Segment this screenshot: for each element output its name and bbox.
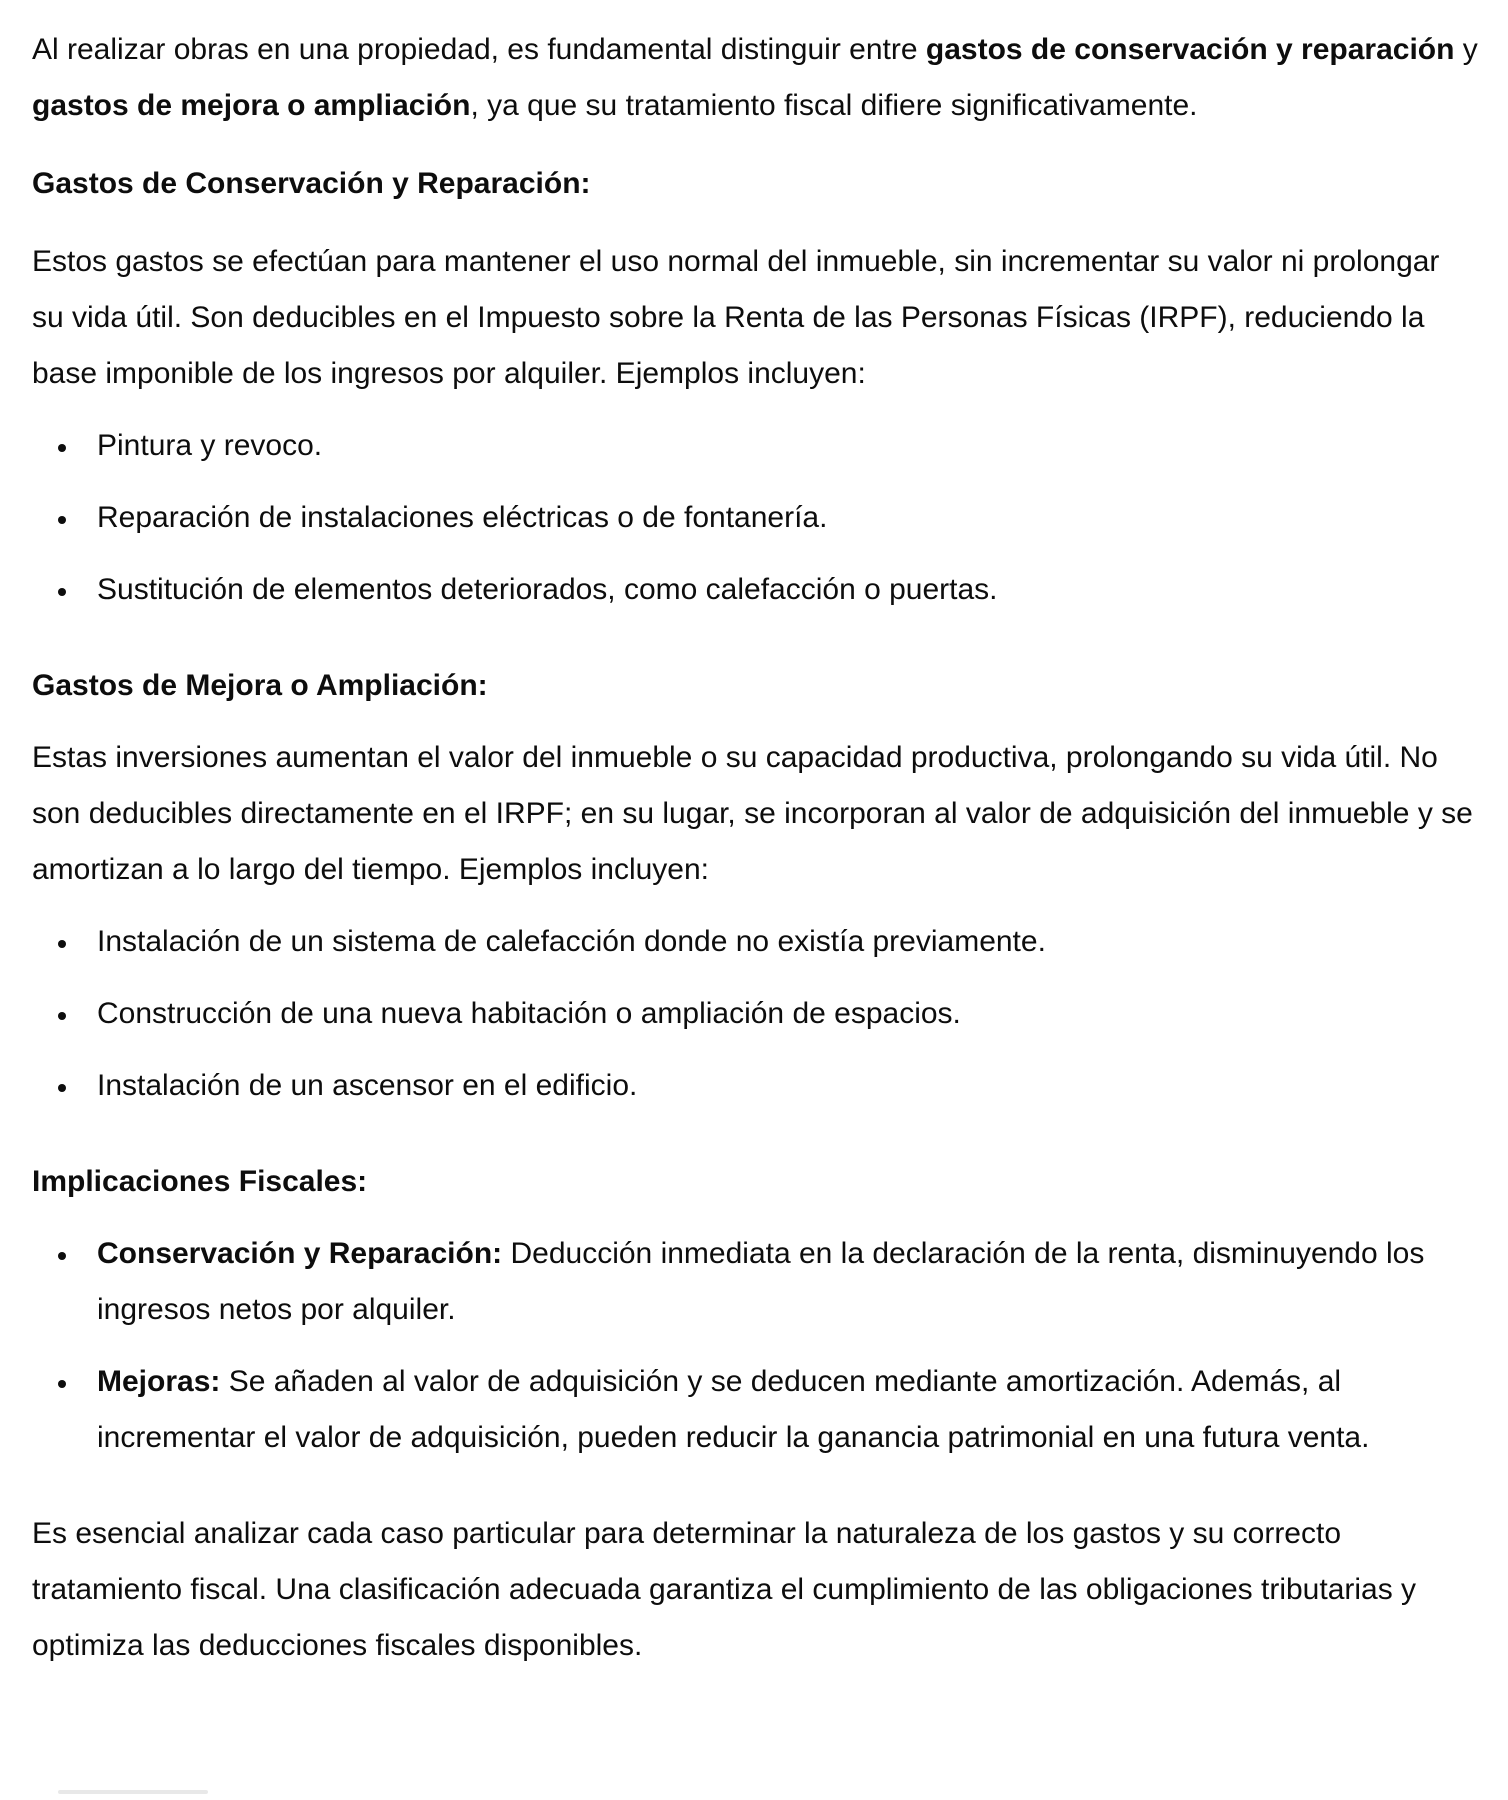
improvement-examples-list: [32, 914, 1478, 1114]
conclusion-paragraph: Es esencial analizar cada caso particular para determinar la naturaleza de los gastos y su correcto tratamiento fiscal. Una clasificación adecuada garantiza el cumplimiento de las obligaciones tributarias y optimiza las deducciones fiscales disponibles.: [32, 1517, 1417, 1662]
list-item: Pintura y revoco.: [32, 418, 1478, 474]
intro-bold-improvement: gastos de mejora o ampliación: [32, 89, 471, 122]
improvement-heading: Gastos de Mejora o Ampliación:: [32, 669, 488, 702]
list-item: Sustitución de elementos deteriorados, como calefacción o puertas.: [32, 562, 1478, 618]
bottom-divider: [58, 1790, 208, 1794]
list-item: [32, 1354, 1478, 1466]
list-item: Instalación de un ascensor en el edificio.: [32, 1058, 1478, 1114]
conservation-examples-list: [32, 418, 1478, 618]
conservation-heading: Gastos de Conservación y Reparación:: [32, 167, 591, 200]
intro-text-3: , ya que su tratamiento fiscal difiere significativamente.: [470, 89, 1198, 122]
list-item: Construcción de una nueva habitación o ampliación de espacios.: [32, 986, 1478, 1042]
fiscal-item-label: Mejoras:: [97, 1365, 221, 1398]
intro-text-1: Al realizar obras en una propiedad, es fundamental distinguir entre: [32, 33, 926, 66]
fiscal-implications-list: [32, 1226, 1478, 1466]
conservation-paragraph: Estos gastos se efectúan para mantener el uso normal del inmueble, sin incrementar su valor ni prolongar su vida útil. Son deducibles en el Impuesto sobre la Renta de las Personas Físicas (IRPF), reduciendo la base imponible de los ingresos por alquiler. Ejemplos incluyen:: [32, 245, 1440, 390]
fiscal-item-text: Deducción inmediata en la declaración de la renta, disminuyendo los ingresos netos por alquiler.: [97, 1237, 1425, 1326]
improvement-paragraph: Estas inversiones aumentan el valor del inmueble o su capacidad productiva, prolongando su vida útil. No son deducibles directamente en el IRPF; en su lugar, se incorporan al valor de adquisición del inmueble y se amortizan a lo largo del tiempo. Ejemplos incluyen:: [32, 741, 1473, 886]
fiscal-item-text: Se añaden al valor de adquisición y se deducen mediante amortización. Además, al incrementar el valor de adquisición, pueden reducir la ganancia patrimonial en una futura venta.: [97, 1365, 1370, 1454]
intro-bold-conservation: gastos de conservación y reparación: [925, 33, 1455, 66]
fiscal-item-label: Conservación y Reparación:: [97, 1237, 503, 1270]
list-item: [32, 1226, 1478, 1338]
intro-paragraph: [32, 22, 1478, 134]
list-item: Instalación de un sistema de calefacción donde no existía previamente.: [32, 914, 1478, 970]
fiscal-heading: Implicaciones Fiscales:: [32, 1165, 368, 1198]
list-item: Reparación de instalaciones eléctricas o de fontanería.: [32, 490, 1478, 546]
intro-text-2: y: [1454, 33, 1478, 66]
